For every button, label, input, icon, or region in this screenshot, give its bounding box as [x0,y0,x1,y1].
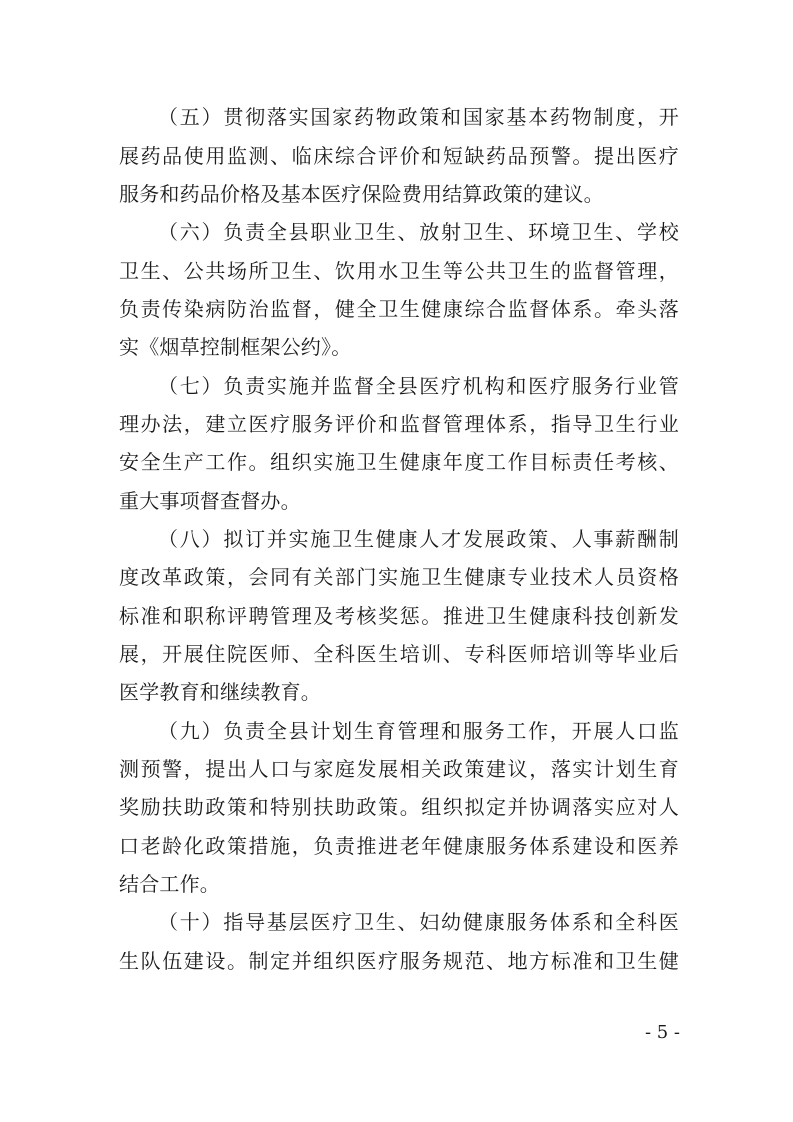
paragraph-line: 服务和药品价格及基本医疗保险费用结算政策的建议。 [119,182,604,206]
paragraph-line: 生队伍建设。制定并组织医疗服务规范、地方标准和卫生健 [119,949,679,973]
paragraph-line: 负责传染病防治监督，健全卫生健康综合监督体系。牵头落 [119,297,679,321]
paragraph-line: 标准和职称评聘管理及考核奖惩。推进卫生健康科技创新发 [119,604,679,628]
paragraph-line: 卫生、公共场所卫生、饮用水卫生等公共卫生的监督管理， [119,259,679,283]
paragraph-line: 口老龄化政策措施，负责推进老年健康服务体系建设和医养 [119,834,679,858]
paragraph-line: （七）负责实施并监督全县医疗机构和医疗服务行业管 [158,374,679,398]
paragraph-line: （八）拟订并实施卫生健康人才发展政策、人事薪酬制 [158,527,679,551]
paragraph-line: 度改革政策，会同有关部门实施卫生健康专业技术人员资格 [119,565,679,589]
paragraph-line: （五）贯彻落实国家药物政策和国家基本药物制度，开 [158,105,679,129]
paragraph-line: 实《烟草控制框架公约》。 [119,335,352,359]
paragraph-line: 医学教育和继续教育。 [119,680,321,704]
paragraph-line: 理办法，建立医疗服务评价和监督管理体系，指导卫生行业 [119,412,679,436]
page-number: - 5 - [644,1022,680,1043]
paragraph-line: 安全生产工作。组织实施卫生健康年度工作目标责任考核、 [119,450,679,474]
paragraph-line: （九）负责全县计划生育管理和服务工作，开展人口监 [158,719,679,743]
paragraph-line: （六）负责全县职业卫生、放射卫生、环境卫生、学校 [158,220,679,244]
paragraph-line: 展，开展住院医师、全科医生培训、专科医师培训等毕业后 [119,642,679,666]
paragraph-line: 展药品使用监测、临床综合评价和短缺药品预警。提出医疗 [119,144,679,168]
paragraph-line: 结合工作。 [119,872,220,896]
paragraph-line: （十）指导基层医疗卫生、妇幼健康服务体系和全科医 [158,910,679,934]
paragraph-line: 重大事项督查督办。 [119,489,301,513]
paragraph-line: 奖励扶助政策和特别扶助政策。组织拟定并协调落实应对人 [119,795,679,819]
paragraph-line: 测预警，提出人口与家庭发展相关政策建议，落实计划生育 [119,757,679,781]
